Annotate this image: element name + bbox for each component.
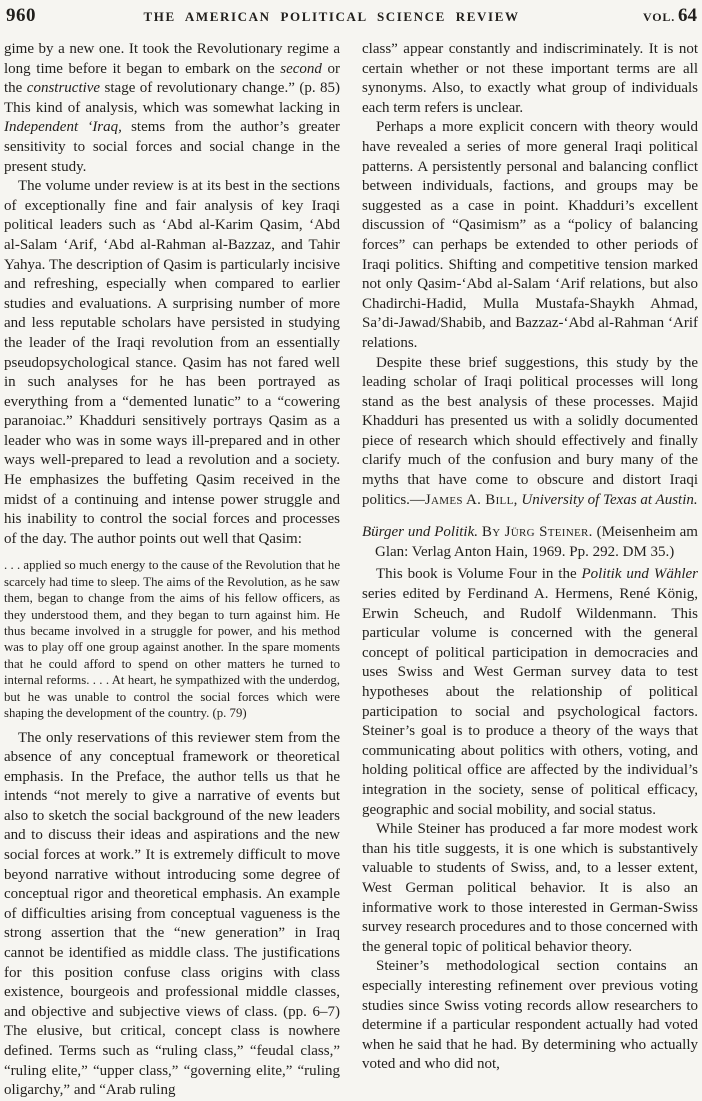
italic-text: Bürger und Politik. <box>362 524 478 541</box>
paragraph <box>362 118 698 353</box>
italic-text: constructive <box>26 80 101 97</box>
volume-number: 64 <box>678 5 697 26</box>
body-text: stage of revolutionary change.” (p. 85) This kind of analysis, which was somewhat lacking in <box>4 80 341 116</box>
left-column <box>4 40 340 1101</box>
italic-text: second <box>280 60 322 77</box>
paragraph <box>362 354 698 511</box>
italic-text: Politik und Wähler <box>581 566 698 583</box>
body-text: Despite these brief suggestions, this study by the leading scholar of Iraqi political processes will long stand as the best analysis of these processes. Majid Khadduri has presented us with a solidly documented piece of research which should effectively and finally clarify much of the confusion and bury many of the myths that have come to obscure and distort Iraqi politics.— <box>362 354 698 508</box>
paragraph <box>4 40 340 177</box>
italic-text: University of Texas at Austin. <box>521 491 698 508</box>
body-text: Steiner’s methodological section contains an especially interesting refinement over previous voting studies since Swiss voting records allow researchers to determine if a particular respondent actually had voted when he said that he had. By determining who actually voted and who did not, <box>362 958 698 1073</box>
body-text: This book is Volume Four in the <box>376 566 582 583</box>
body-text: (Meisenheim am Glan: Verlag Anton Hain, 1969. Pp. 292. DM 35.) <box>375 524 698 560</box>
block-quote <box>4 557 340 721</box>
volume-label: VOL. <box>643 10 675 24</box>
body-text: or the <box>4 60 340 97</box>
body-text: series edited by Ferdinand A. Hermens, René König, Erwin Scheuch, and Rudolf Wildenmann. This particular volume is concerned with the general concept of political participation in democracies and uses Swiss and West German survey data to test hypotheses about the relationship of political participation to social and psychological factors. Steiner’s goal is to produce a theory of the ways that communicating about politics with others, voting, and holding political office are affected by the individual’s integration in the society, sense of political efficacy, geographic and social mobility, and social status. <box>362 586 698 818</box>
body-text: . . . applied so much energy to the cause of the Revolution that he scarcely had time to sleep. The aims of the Revolution, as he saw them, began to change from the aims of his fellow officers, as they understood them, and they began to turn against him. He thus became involved in a struggle for power, and his method was to play off one group against another. In the spare moments that he could afford to spend on other matters he turned to internal reforms. . . . At heart, he sympathized with the underdog, but he was unable to control the social forces which were shaping the development of the country. (p. 79) <box>4 558 340 721</box>
paragraph <box>4 177 340 549</box>
small-caps-text: James A. Bill, <box>424 491 518 508</box>
page-number: 960 <box>6 5 36 26</box>
right-column <box>362 40 698 1101</box>
paragraph <box>362 957 698 1075</box>
two-column-text-body <box>4 40 698 1101</box>
body-text: gime by a new one. It took the Revolutionary regime a long time before it began to embark on the <box>4 41 340 77</box>
paragraph <box>362 565 698 820</box>
volume-indicator <box>643 5 697 27</box>
small-caps-text: By Jürg Steiner. <box>481 524 593 541</box>
body-text: The volume under review is at its best in the sections of exceptionally fine and fair analysis of key Iraqi political leaders such as ‘Abd al-Karim Qasim, ‘Abd al-Salam ‘Arif, ‘Abd al-Rahman al-Bazzaz, and Tahir Yahya. The description of Qasim is particularly incisive and refreshing, especially when compared to earlier studies and evaluations. A surprising number of more and less reputable scholars have persisted in studying the leader of the Iraqi revolution from an essentially pseudopsychological stance. Qasim has not fared well in such analyses for he has been portrayed as everything from a “demented lunatic” to a “cowering paranoiac.” Khadduri sensitively portrays Qasim as a leader who was in some ways ill-prepared and in other ways well-prepared to lead a revolution and a society. He emphasizes the buffeting Qasim received in the midst of a continuing and intense power struggle and his inability to control the social forces and processes of the day. The author points out well that Qasim: <box>4 178 340 547</box>
journal-title: THE AMERICAN POLITICAL SCIENCE REVIEW <box>143 9 520 24</box>
body-text: stems from the author’s greater sensitivity to social forces and social change in the present study. <box>4 119 340 175</box>
page-header <box>4 0 698 27</box>
paragraph <box>362 820 698 957</box>
body-text: While Steiner has produced a far more modest work than his title suggests, it is one which is substantively valuable to students of Swiss, and, to a lesser extent, West German political behavior. It is also an informative work to those interested in German-Swiss survey research procedures and to those concerned with the general topic of political behavior theory. <box>362 821 698 955</box>
body-text: Perhaps a more explicit concern with theory would have revealed a series of more general Iraqi political patterns. A persistently personal and balancing conflict between individuals, factions, and groups may be suggested as a case in point. Khadduri’s excellent discussion of “Qasimism” as a “policy of balancing forces” can perhaps be extended to other periods of Iraqi politics. Shifting and competitive tension marked not only Qasim-‘Abd al-Salam ‘Arif relations, but also Chadirchi-Hadid, Mulla Mustafa-Shaykh Ahmad, Sa’di-Jawad/Shabib, and Bazzaz-‘Abd al-Rahman ‘Arif relations. <box>362 119 698 351</box>
book-citation <box>362 523 698 562</box>
paragraph <box>4 729 340 1101</box>
body-text: class” appear constantly and indiscriminately. It is not certain whether or not these important terms are all synonyms. Also, to exactly what group of individuals each term refers is unclear. <box>362 41 698 116</box>
italic-text: Independent ‘Iraq, <box>4 119 122 136</box>
paragraph <box>362 40 698 118</box>
body-text: The only reservations of this reviewer stem from the absence of any conceptual framework or theoretical emphasis. In the Preface, the author tells us that he intends “not merely to give a narrative of events but also to sketch the social background of the new leaders and to discuss their ideas and aspirations and the new social forces at work.” It is extremely difficult to move beyond narrative without introducing some degree of conceptual rigor and theoretical emphasis. An example of difficulties arising from conceptual vagueness is the strong assertion that the “new generation” in Iraq cannot be identified as middle class. The justifications for this position confuse class origins with class existence, bourgeois and professional middle classes, and objective and subjective views of class. (pp. 6–7) The elusive, but critical, concept class is nowhere defined. Terms such as “ruling class,” “feudal class,” “ruling elite,” “upper class,” “governing elite,” “ruling oligarchy,” and “Arab ruling <box>4 729 340 1099</box>
